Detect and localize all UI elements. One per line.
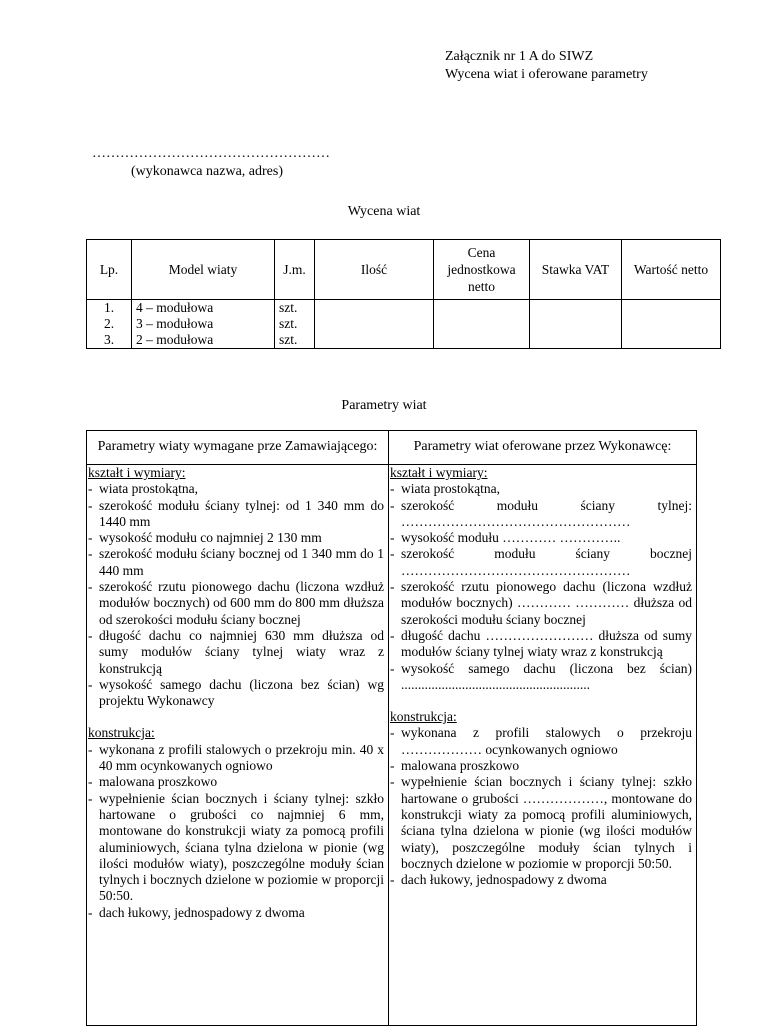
row-net-value-cell[interactable] (622, 300, 721, 317)
list-item: - wypełnienie ścian bocznych i ściany tylnej: szkło hartowane o grubości co najmniej 6 mm, montowane do konstrukcji wiaty za pomocą profili aluminiowych, ściana tylna dzielona w pionie (wg ilości modułów wiaty), poszczególne moduły ścian tylnych i bocznych dzielone w poziomie w proporcji 50:50. (88, 791, 384, 905)
table-row (87, 316, 721, 332)
row-net-value-cell[interactable] (622, 332, 721, 349)
list-item[interactable]: - wykonana z profili stalowych o przekroju ……………… ocynkowanych ogniowo (390, 725, 692, 758)
attachment-title: Załącznik nr 1 A do SIWZ (445, 49, 594, 64)
row-lp: 3. (87, 332, 132, 349)
list-item[interactable]: - szerokość modułu ściany tylnej: …………………………………………… (390, 498, 692, 531)
row-quantity-cell[interactable] (315, 316, 434, 332)
required-column (87, 465, 389, 1026)
pricing-table (86, 239, 721, 349)
list-item: - długość dachu co najmniej 630 mm dłuższa od sumy modułów ściany tylnej wiaty wraz z konstrukcją (88, 628, 384, 677)
list-item[interactable]: - wysokość modułu ………… ………….. (390, 530, 692, 546)
col-net-value: Wartość netto (622, 240, 721, 300)
list-item[interactable]: - szerokość modułu ściany bocznej …………………………………………… (390, 546, 692, 579)
row-jm: szt. (275, 300, 315, 317)
row-jm: szt. (275, 332, 315, 349)
offered-shape-list (390, 481, 692, 693)
table-row (87, 300, 721, 317)
col-model: Model wiaty (132, 240, 275, 300)
row-unit-price-cell[interactable] (434, 300, 530, 317)
construction-label: konstrukcja: (88, 725, 155, 741)
list-item: - dach łukowy, jednospadowy z dwoma (390, 872, 692, 888)
params-title: Parametry wiat (341, 398, 427, 413)
list-item: - wiata prostokątna, (88, 481, 384, 497)
list-item: - szerokość modułu ściany tylnej: od 1 340 mm do 1440 mm (88, 498, 384, 531)
list-item: - wykonana z profili stalowych o przekroju min. 40 x 40 mm ocynkowanych ogniowo (88, 742, 384, 775)
contractor-fill-line[interactable]: …………………………………………… (92, 146, 330, 161)
shape-label: kształt i wymiary: (390, 465, 488, 480)
row-model: 2 – modułowa (132, 332, 275, 349)
offered-column (389, 465, 697, 1026)
row-unit-price-cell[interactable] (434, 332, 530, 349)
list-item[interactable]: - wysokość samego dachu (liczona bez ścian) ........................................................ (390, 661, 692, 694)
list-item: - wysokość samego dachu (liczona bez ścian) wg projektu Wykonawcy (88, 677, 384, 710)
construction-label: konstrukcja: (390, 709, 457, 725)
list-item: - wysokość modułu co najmniej 2 130 mm (88, 530, 384, 546)
list-item: - szerokość modułu ściany bocznej od 1 340 mm do 1 440 mm (88, 546, 384, 579)
row-lp: 2. (87, 316, 132, 332)
row-jm: szt. (275, 316, 315, 332)
col-jm: J.m. (275, 240, 315, 300)
pricing-header-row (87, 240, 721, 300)
attachment-subtitle: Wycena wiat i oferowane parametry (445, 67, 648, 82)
list-item[interactable]: - szerokość rzutu pionowego dachu (liczona wzdłuż modułów bocznych) ………… ………… dłuższa od szerokości modułu ściany bocznej (390, 579, 692, 628)
col-lp: Lp. (87, 240, 132, 300)
row-net-value-cell[interactable] (622, 316, 721, 332)
required-construction-list (88, 742, 384, 921)
row-unit-price-cell[interactable] (434, 316, 530, 332)
col-vat-rate: Stawka VAT (530, 240, 622, 300)
contractor-label: (wykonawca nazwa, adres) (131, 164, 283, 179)
required-shape-list (88, 481, 384, 709)
row-model: 4 – modułowa (132, 300, 275, 317)
pricing-title: Wycena wiat (347, 204, 421, 219)
list-item[interactable]: - długość dachu …………………… dłuższa od sumy modułów ściany tylnej wiaty wraz z konstrukcją (390, 628, 692, 661)
params-table (86, 430, 697, 1026)
shape-label: kształt i wymiary: (88, 465, 186, 480)
list-item: - wiata prostokątna, (390, 481, 692, 497)
list-item: - malowana proszkowo (390, 758, 692, 774)
document-header (445, 48, 648, 84)
col-unit-price: Cena jednostkowa netto (434, 240, 530, 300)
row-quantity-cell[interactable] (315, 332, 434, 349)
list-item: - malowana proszkowo (88, 774, 384, 790)
row-vat-cell[interactable] (530, 316, 622, 332)
table-row (87, 332, 721, 349)
list-item: - szerokość rzutu pionowego dachu (liczona wzdłuż modułów bocznych) od 600 mm do 800 mm dłuższa od szerokości modułu ściany bocznej (88, 579, 384, 628)
row-model: 3 – modułowa (132, 316, 275, 332)
offered-construction-list (390, 725, 692, 888)
col-quantity: Ilość (315, 240, 434, 300)
row-vat-cell[interactable] (530, 300, 622, 317)
row-lp: 1. (87, 300, 132, 317)
list-item[interactable]: - wypełnienie ścian bocznych i ściany tylnej: szkło hartowane o grubości ………………, montowane do konstrukcji wiaty za pomocą profili aluminiowych, ściana tylna dzielona w pionie (wg ilości modułów wiaty), poszczególne moduły ścian tylnych i bocznych dzielone w poziomie w proporcji 50:50. (390, 774, 692, 872)
row-vat-cell[interactable] (530, 332, 622, 349)
row-quantity-cell[interactable] (315, 300, 434, 317)
list-item: - dach łukowy, jednospadowy z dwoma (88, 905, 384, 921)
params-offered-header: Parametry wiat oferowane przez Wykonawcę: (389, 431, 697, 465)
params-required-header: Parametry wiaty wymagane prze Zamawiającego: (87, 431, 389, 465)
